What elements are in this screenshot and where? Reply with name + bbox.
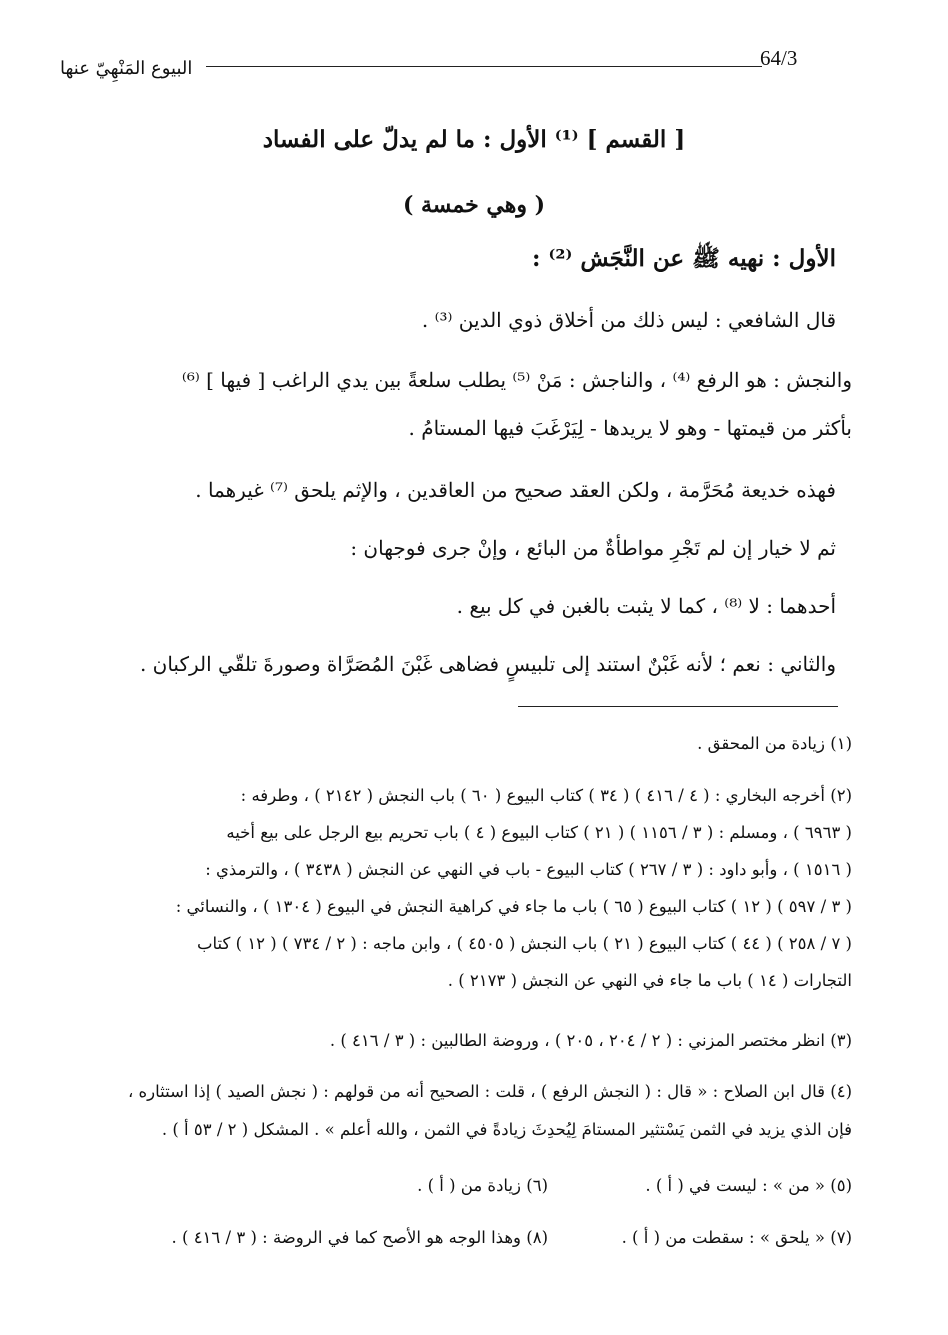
header-rule <box>206 66 762 67</box>
footnote: (٣) انظر مختصر المزني : ( ٢ / ٢٠٤ ، ٢٠٥ ) ، وروضة الطالبين : ( ٣ / ٤١٦ ) . <box>329 1031 852 1050</box>
footnote: فإن الذي يزيد في الثمن يَسْتثير المستامَ لِيُحدِثَ زيادةً في الثمن ، والله أعلم » . المشكل ( ٢ / ٥٣ أ ) . <box>161 1120 852 1139</box>
section-subtitle: ( وهي خمسة ) <box>402 192 546 218</box>
footnote: (٤) قال ابن الصلاح : « قال : ( النجش الرفع ) ، قلت : الصحيح أنه من قولهم : ( نجش الصيد ) إذا استثاره ، <box>127 1082 852 1101</box>
footnote: ( ٣ / ٥٩٧ ) ( ١٢ ) كتاب البيوع ( ٦٥ ) باب ما جاء في كراهية النجش في البيوع ( ١٣٠٤ ) ، والنسائي : <box>175 897 852 916</box>
first-item-heading: الأول : نهيه ﷺ عن النَّجَش ⁽²⁾ : <box>532 245 836 272</box>
footnote-separator <box>518 706 838 707</box>
footnote: (٢) أخرجه البخاري : ( ٤ / ٤١٦ ) ( ٣٤ ) كتاب البيوع ( ٦٠ ) باب النجش ( ٢١٤٢ ) ، وطرفه : <box>240 786 852 805</box>
footnote: ( ١٥١٦ ) ، وأبو داود : ( ٣ / ٢٦٧ ) كتاب البيوع - باب في النهي عن النجش ( ٣٤٣٨ ) ، والترمذي : <box>205 860 852 879</box>
footnote: ( ٧ / ٢٥٨ ) ( ٤٤ ) كتاب البيوع ( ٢١ ) باب النجش ( ٤٥٠٥ ) ، وابن ماجه : ( ٢ / ٧٣٤ ) ( ١٢ ) كتاب <box>196 934 852 953</box>
running-title: البيوع المَنْهِيّ عنها <box>60 58 193 79</box>
body-line: والنجش : هو الرفع ⁽⁴⁾ ، والناجش : مَنْ ⁽⁵⁾ يطلب سلعةً بين يدي الراغب [ فيها ] ⁽⁶⁾ <box>181 368 852 392</box>
footnote: ( ٦٩٦٣ ) ، ومسلم : ( ٣ / ١١٥٦ ) ( ٢١ ) كتاب البيوع ( ٤ ) باب تحريم بيع الرجل على بيع أخيه <box>226 823 852 842</box>
footnote: (١) زيادة من المحقق . <box>697 734 852 753</box>
footnote: (٦) زيادة من ( أ ) . <box>417 1176 548 1195</box>
body-line: فهذه خديعة مُحَرَّمة ، ولكن العقد صحيح من العاقدين ، والإثم يلحق ⁽⁷⁾ غيرهما . <box>195 478 836 502</box>
body-line: ثم لا خيار إن لم تَجْرِ مواطأةٌ من البائع ، وإنْ جرى فوجهان : <box>350 536 836 560</box>
footnote: (٧) « يلحق » : سقطت من ( أ ) . <box>621 1228 852 1247</box>
section-heading: [ القسم ] ⁽¹⁾ الأول : ما لم يدلّ على الفساد <box>262 126 686 153</box>
page-number: 64/3 <box>760 46 798 70</box>
footnote: التجارات ( ١٤ ) باب ما جاء في النهي عن النجش ( ٢١٧٣ ) . <box>447 971 852 990</box>
body-line: بأكثر من قيمتها - وهو لا يريدها - لِيَرْغَبَ فيها المستامُ . <box>408 416 852 440</box>
footnote: (٥) « من » : ليست في ( أ ) . <box>645 1176 852 1195</box>
body-line: قال الشافعي : ليس ذلك من أخلاق ذوي الدين ⁽³⁾ . <box>421 308 836 332</box>
footnote: (٨) وهذا الوجه هو الأصح كما في الروضة : ( ٣ / ٤١٦ ) . <box>171 1228 548 1247</box>
body-line: والثاني : نعم ؛ لأنه غَبْنٌ استند إلى تلبيسٍ فضاهى غَبْنَ المُصَرَّاة وصورةَ تلقّي الركبان . <box>139 652 836 676</box>
body-line: أحدهما : لا ⁽⁸⁾ ، كما لا يثبت بالغبن في كل بيع . <box>456 594 836 618</box>
